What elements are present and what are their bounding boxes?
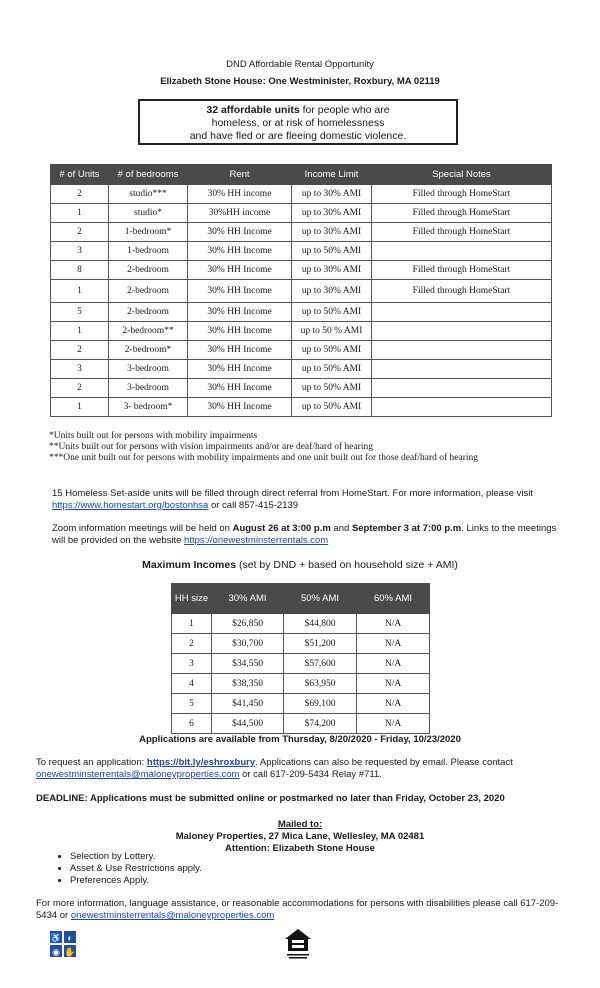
info-email-link[interactable]: onewestminsterrentals@maloneyproperties.com — [70, 910, 275, 921]
table-cell: Filled through HomeStart — [372, 280, 552, 303]
footnotes — [49, 431, 549, 464]
table-row — [172, 614, 430, 634]
callout-highlight: 32 affordable units — [206, 104, 300, 116]
table-cell: $44,500 — [212, 714, 284, 734]
table-cell: N/A — [357, 614, 430, 634]
table-row — [172, 694, 430, 714]
table-cell: 30% HH Income — [188, 303, 292, 322]
table-cell: up to 30% AMI — [292, 261, 372, 280]
table-cell: 2-bedroom** — [109, 322, 188, 341]
table-cell: 1-bedroom* — [109, 223, 188, 242]
table-row — [172, 654, 430, 674]
table-cell: $26,850 — [212, 614, 284, 634]
table-cell: 2-bedroom — [109, 280, 188, 303]
table-cell: N/A — [357, 654, 430, 674]
table-cell: $41,450 — [212, 694, 284, 714]
col-header: Special Notes — [372, 165, 552, 185]
table-cell: 4 — [172, 674, 212, 694]
max-incomes-header — [172, 584, 430, 614]
table-cell: studio* — [109, 204, 188, 223]
zoom-date-1: August 26 at 3:00 p.m — [232, 523, 331, 534]
table-cell: Filled through HomeStart — [372, 223, 552, 242]
ear-icon: ◐ — [63, 930, 77, 944]
table-row — [51, 303, 552, 322]
homeless-text-2: or call 857-415-2139 — [208, 500, 299, 511]
zoom-paragraph — [52, 523, 562, 547]
table-row — [51, 322, 552, 341]
table-cell: 30% HH income — [188, 185, 292, 204]
table-cell: $38,350 — [212, 674, 284, 694]
application-link[interactable]: https://bit.ly/eshroxbury — [146, 757, 256, 768]
max-incomes-title — [0, 559, 600, 571]
table-cell: 2 — [51, 223, 109, 242]
table-cell — [372, 379, 552, 398]
table-cell: 3 — [51, 360, 109, 379]
table-cell: N/A — [357, 694, 430, 714]
homestart-link[interactable]: https://www.homestart.org/bostonhsa — [52, 500, 209, 511]
conditions-list — [52, 851, 202, 887]
table-cell: 2 — [51, 341, 109, 360]
table-cell: 30% HH Income — [188, 280, 292, 303]
zoom-text-3: . Links to the meetings will be provided on the website — [52, 523, 557, 546]
equal-housing-opportunity-icon — [283, 927, 313, 961]
table-cell: up to 30% AMI — [292, 223, 372, 242]
table-cell: 6 — [172, 714, 212, 734]
units-table — [50, 164, 552, 417]
homeless-text-1: 15 Homeless Set-aside units will be filled through direct referral from HomeStart. For more information, please visit — [52, 488, 533, 499]
table-row — [51, 341, 552, 360]
table-cell — [372, 341, 552, 360]
zoom-date-2: September 3 at 7:00 p.m — [351, 523, 462, 534]
callout-text-2: homeless, or at risk of homelessness — [211, 117, 385, 129]
table-cell: $51,200 — [284, 634, 357, 654]
table-cell: 1 — [172, 614, 212, 634]
sign-language-icon: ✋ — [63, 944, 77, 958]
table-cell: studio*** — [109, 185, 188, 204]
table-row — [51, 280, 552, 303]
table-row — [51, 204, 552, 223]
applications-available: Applications are available from Thursday, 8/20/2020 - Friday, 10/23/2020 — [139, 734, 461, 745]
request-text-2: . Applications can also be requested by email. Please contact — [255, 757, 513, 768]
col-header: Rent — [188, 165, 292, 185]
mailed-attention: Attention: Elizabeth Stone House — [225, 843, 375, 854]
table-cell: 30% HH Income — [188, 322, 292, 341]
table-cell: 30% HH Income — [188, 398, 292, 417]
footnote: **Units built out for persons with vision impairments and/or are deaf/hard of hearing — [49, 442, 373, 452]
table-cell: 1 — [51, 280, 109, 303]
table-cell: 2-bedroom* — [109, 341, 188, 360]
table-cell: up to 50% AMI — [292, 398, 372, 417]
table-cell: 3 — [172, 654, 212, 674]
table-cell: 30% HH Income — [188, 341, 292, 360]
table-cell: 5 — [172, 694, 212, 714]
table-cell: 2-bedroom — [109, 303, 188, 322]
table-cell: 2 — [51, 379, 109, 398]
request-text-3: or call 617-209-5434 Relay #711. — [239, 769, 382, 780]
table-cell: N/A — [357, 714, 430, 734]
max-incomes-table — [171, 583, 430, 734]
table-cell: 8 — [51, 261, 109, 280]
table-cell: N/A — [357, 674, 430, 694]
table-row — [51, 398, 552, 417]
homeless-paragraph — [52, 488, 562, 512]
table-row — [51, 185, 552, 204]
table-cell: $44,800 — [284, 614, 357, 634]
table-row — [51, 379, 552, 398]
table-cell — [372, 303, 552, 322]
table-row — [51, 360, 552, 379]
table-cell: up to 50% AMI — [292, 360, 372, 379]
table-cell: up to 50% AMI — [292, 341, 372, 360]
units-callout-box — [138, 99, 458, 145]
table-cell: up to 30% AMI — [292, 185, 372, 204]
table-cell — [372, 242, 552, 261]
zoom-text-2: and — [330, 523, 352, 534]
table-cell: up to 50 % AMI — [292, 322, 372, 341]
table-cell: 30% HH Income — [188, 242, 292, 261]
list-item: • Asset & Use Restrictions apply. — [70, 863, 202, 875]
callout-text-3: and have fled or are fleeing domestic violence. — [189, 130, 407, 142]
table-cell: 5 — [51, 303, 109, 322]
deadline: DEADLINE: Applications must be submitted online or postmarked no later than Friday, October 23, 2020 — [36, 793, 505, 804]
table-cell: $74,200 — [284, 714, 357, 734]
table-cell: $30,700 — [212, 634, 284, 654]
table-row — [51, 223, 552, 242]
table-cell — [372, 360, 552, 379]
col-header: # of bedrooms — [109, 165, 188, 185]
table-row — [51, 261, 552, 280]
footnote: ***One unit built out for persons with mobility impairments and one unit built out for those deaf/hard of hearing — [49, 453, 479, 463]
table-cell: Filled through HomeStart — [372, 261, 552, 280]
wheelchair-icon: ♿ — [49, 930, 63, 944]
list-item: • Selection by Lottery. — [70, 851, 202, 863]
header-address: Elizabeth Stone House: One Westminister, Roxbury, MA 02119 — [160, 76, 440, 87]
mailed-heading: Mailed to: — [277, 819, 323, 830]
table-row — [172, 714, 430, 734]
table-cell: 1 — [51, 398, 109, 417]
col-header: # of Units — [51, 165, 109, 185]
table-cell: $57,600 — [284, 654, 357, 674]
table-cell: 2 — [172, 634, 212, 654]
accessibility-logo-icon — [49, 930, 77, 958]
table-cell: 30% HH Income — [188, 379, 292, 398]
col-header: 60% AMI — [357, 584, 430, 614]
table-row — [172, 674, 430, 694]
table-row — [172, 634, 430, 654]
table-cell: 30%HH income — [188, 204, 292, 223]
table-cell: $34,550 — [212, 654, 284, 674]
info-paragraph — [36, 898, 566, 922]
website-link[interactable]: https://onewestminsterrentals.com — [184, 535, 329, 546]
max-incomes-title-bold: Maximum Incomes — [142, 559, 237, 571]
table-cell: 1-bedroom — [109, 242, 188, 261]
request-text-1: To request an application: — [36, 757, 147, 768]
table-row — [51, 242, 552, 261]
table-cell: 1 — [51, 322, 109, 341]
table-cell: 3-bedroom — [109, 360, 188, 379]
table-cell: 2-bedroom — [109, 261, 188, 280]
table-cell: 30% HH Income — [188, 261, 292, 280]
table-cell — [372, 398, 552, 417]
table-cell: 30% HH Income — [188, 360, 292, 379]
mailing-address — [0, 819, 600, 855]
table-cell: 2 — [51, 185, 109, 204]
info-text: For more information, language assistance, or reasonable accommodations for persons with disabilities please call 617-209-5434 or — [36, 898, 559, 921]
table-cell: 3 — [51, 242, 109, 261]
table-cell: $63,950 — [284, 674, 357, 694]
contact-email-link[interactable]: onewestminsterrentals@maloneyproperties.com — [36, 769, 240, 780]
units-table-header — [51, 165, 552, 185]
table-cell: Filled through HomeStart — [372, 185, 552, 204]
table-cell: 1 — [51, 204, 109, 223]
table-cell: 3-bedroom — [109, 379, 188, 398]
zoom-text-1: Zoom information meetings will be held on — [52, 523, 233, 534]
table-cell: $69,100 — [284, 694, 357, 714]
table-cell: up to 30% AMI — [292, 204, 372, 223]
table-cell: 30% HH Income — [188, 223, 292, 242]
table-cell: up to 30% AMI — [292, 280, 372, 303]
mailed-address: Maloney Properties, 27 Mica Lane, Wellesley, MA 02481 — [175, 831, 425, 842]
col-header: Income Limit — [292, 165, 372, 185]
callout-text-1: for people who are — [299, 104, 390, 116]
col-header: HH size — [172, 584, 212, 614]
table-cell: Filled through HomeStart — [372, 204, 552, 223]
table-cell: up to 50% AMI — [292, 379, 372, 398]
max-incomes-title-rest: (set by DND + based on household size + AMI) — [236, 559, 458, 571]
footnote: *Units built out for persons with mobility impairments — [49, 431, 258, 441]
list-item: • Preferences Apply. — [70, 875, 202, 887]
table-cell: N/A — [357, 634, 430, 654]
table-cell: up to 50% AMI — [292, 242, 372, 261]
header-title: DND Affordable Rental Opportunity — [226, 59, 374, 70]
eye-icon: ◉ — [49, 944, 63, 958]
table-cell — [372, 322, 552, 341]
col-header: 30% AMI — [212, 584, 284, 614]
table-cell: 3- bedroom* — [109, 398, 188, 417]
request-paragraph — [36, 757, 566, 781]
table-cell: up to 50% AMI — [292, 303, 372, 322]
col-header: 50% AMI — [284, 584, 357, 614]
